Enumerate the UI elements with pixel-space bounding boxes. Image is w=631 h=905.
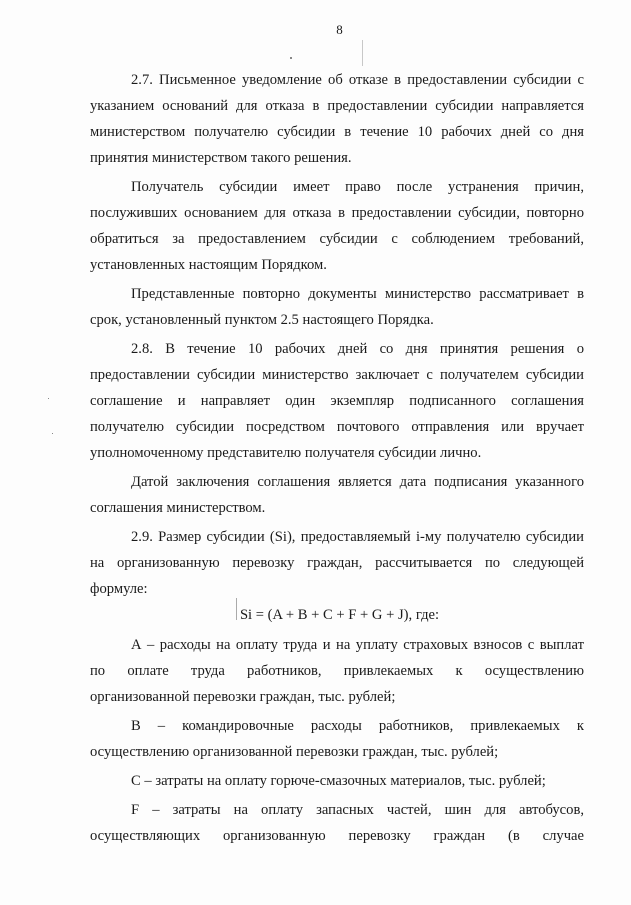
text-line: на организованную перевозку граждан, рассчитывается по следующей <box>90 555 584 571</box>
page-number: 8 <box>336 22 343 37</box>
text-line: А – расходы на оплату труда и на уплату страховых взносов с выплат <box>131 637 584 653</box>
text-line: установленных настоящим Порядком. <box>90 257 327 273</box>
text-line: осуществлению организованной перевозки граждан, тыс. рублей; <box>90 744 499 760</box>
scan-speck <box>290 57 292 59</box>
text-line: С – затраты на оплату горюче-смазочных материалов, тыс. рублей; <box>131 773 546 789</box>
text-line: формуле: <box>90 581 148 597</box>
text-line: F – затраты на оплату запасных частей, шин для автобусов, <box>131 802 584 818</box>
text-line: соглашение и направляет один экземпляр подписанного соглашения <box>90 393 584 409</box>
text-line: уполномоченному представителю получателя субсидии лично. <box>90 445 482 461</box>
text-line: министерством получателю субсидии в течение 10 рабочих дней со дня <box>90 124 584 140</box>
text-line: 2.8. В течение 10 рабочих дней со дня принятия решения о <box>131 341 584 357</box>
scan-mark <box>236 598 237 620</box>
text-line: 2.7. Письменное уведомление об отказе в предоставлении субсидии с <box>131 72 584 88</box>
text-line: Датой заключения соглашения является дата подписания указанного <box>131 474 584 490</box>
scan-speck <box>48 398 49 399</box>
text-line: организованной перевозки граждан, тыс. рублей; <box>90 689 396 705</box>
text-line: по оплате труда работников, привлекаемых к осуществлению <box>90 663 584 679</box>
text-line: Представленные повторно документы министерство рассматривает в <box>131 286 584 302</box>
text-line: послуживших основанием для отказа в предоставлении субсидии, повторно <box>90 205 584 221</box>
text-line: 2.9. Размер субсидии (Si), предоставляемый i-му получателю субсидии <box>131 529 584 545</box>
text-line: обратиться за предоставлением субсидии с соблюдением требований, <box>90 231 584 247</box>
text-line: принятия министерством такого решения. <box>90 150 352 166</box>
scan-speck <box>52 433 53 434</box>
text-line: предоставлении субсидии министерство заключает с получателем субсидии <box>90 367 584 383</box>
text-line: срок, установленный пунктом 2.5 настоящего Порядка. <box>90 312 434 328</box>
scan-mark <box>362 40 363 66</box>
text-line: В – командировочные расходы работников, привлекаемых к <box>131 718 584 734</box>
text-line: указанием оснований для отказа в предоставлении субсидии направляется <box>90 98 584 114</box>
text-line: соглашения министерством. <box>90 500 266 516</box>
text-line: Получатель субсидии имеет право после устранения причин, <box>131 179 584 195</box>
formula: Si = (A + B + C + F + G + J), где: <box>239 607 440 623</box>
text-line: осуществляющих организованную перевозку граждан (в случае <box>90 828 584 844</box>
text-line: получателю субсидии посредством почтового отправления или вручает <box>90 419 584 435</box>
